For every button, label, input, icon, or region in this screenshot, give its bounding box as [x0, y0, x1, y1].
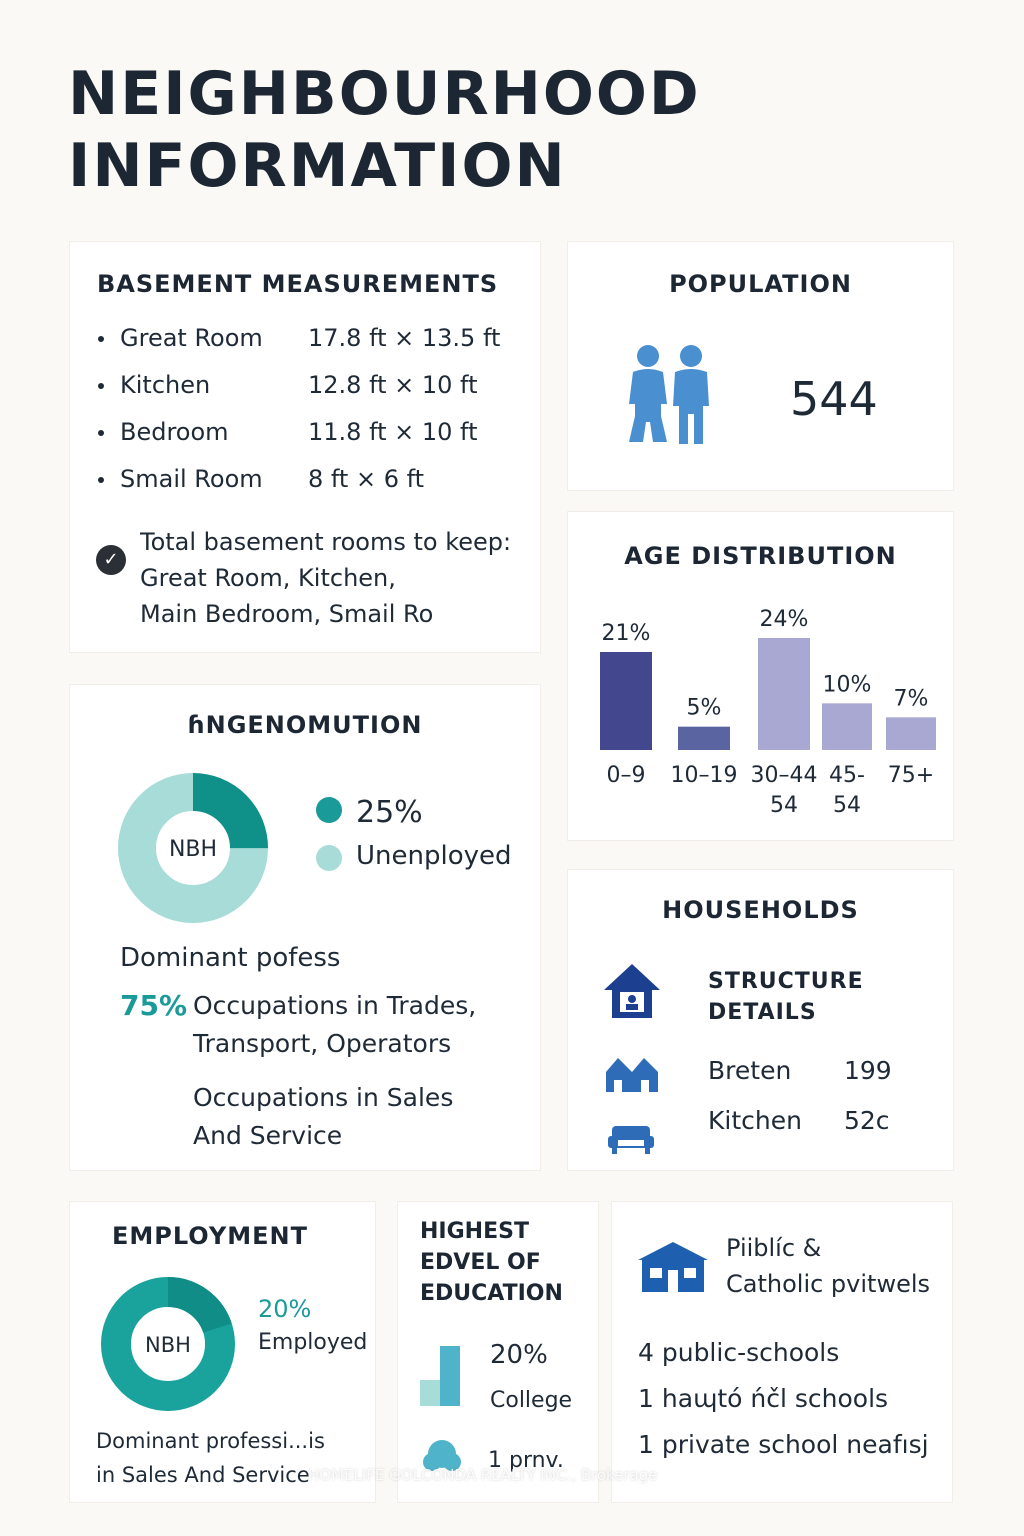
age-category-sublabel: 54	[770, 793, 798, 818]
page-title	[68, 58, 701, 202]
house-icon	[602, 962, 662, 1020]
people-icon	[623, 342, 718, 452]
age-category-label: 45-	[829, 763, 865, 788]
bullet-icon	[98, 430, 104, 436]
education-heading-line: EDUCATION	[420, 1281, 563, 1306]
population-card	[568, 242, 953, 490]
basement-heading: BASEMENT MEASUREMENTS	[97, 270, 499, 298]
employed-pct: 20%	[258, 1295, 312, 1323]
room-size: 11.8 ft × 10 ft	[308, 418, 478, 446]
household-row	[708, 1056, 892, 1085]
unemployed-pct: 25%	[356, 795, 423, 830]
age-bar	[886, 717, 936, 750]
legend-dot-icon	[316, 797, 342, 823]
population-heading: POPULATION	[669, 270, 852, 298]
keep-line: Main Bedroom, Smail Ro	[140, 600, 434, 628]
occupation-pct: 75%	[120, 989, 188, 1022]
occupation-line: And Service	[193, 1121, 343, 1150]
unemployed-label: Unenployed	[356, 841, 512, 871]
school-row: 1 private school neafısj	[638, 1430, 929, 1459]
keep-line: Great Room, Kitchen,	[140, 564, 396, 592]
keep-line: Total basement rooms to keep:	[140, 528, 512, 556]
bullet-icon	[98, 336, 104, 342]
basement-card	[70, 242, 540, 652]
age-chart	[568, 592, 953, 832]
bullet-icon	[98, 383, 104, 389]
schools-heading-line: Piiblíc &	[726, 1234, 822, 1262]
households-card	[568, 870, 953, 1170]
population-value: 544	[790, 372, 878, 426]
room-name: Great Room	[120, 324, 263, 352]
houses-icon	[604, 1056, 660, 1094]
room-name: Smail Room	[120, 465, 263, 493]
page-title-line1: NEIGHBOURHOOD	[68, 59, 701, 129]
neighbourhood-heading: ɦNGENOMUTION	[187, 711, 423, 739]
dominant-label: Dominant pofess	[120, 943, 341, 973]
employment-heading: EMPLOYMENT	[112, 1222, 308, 1250]
room-size: 8 ft × 6 ft	[308, 465, 425, 493]
age-category-label: 30–44	[750, 763, 818, 788]
age-bar	[822, 703, 872, 750]
brokerage-watermark: HOMELIFE GOLCONDA REALTY INC., Brokerage	[308, 1466, 658, 1484]
school-row: 1 haɰtó ńčl schools	[638, 1384, 889, 1413]
rooms-to-keep	[140, 524, 530, 632]
private-label: 1 prnv.	[488, 1448, 564, 1473]
donut-center-label: NBH	[168, 837, 218, 862]
age-bar-value-label: 24%	[759, 607, 809, 632]
household-value: 199	[844, 1056, 892, 1085]
schools-heading	[726, 1230, 930, 1302]
education-heading-line: HIGHEST	[420, 1219, 529, 1244]
room-size: 17.8 ft × 13.5 ft	[308, 324, 501, 352]
occupation-group-2	[193, 1079, 453, 1155]
occupation-line: Transport, Operators	[193, 1029, 452, 1058]
age-distribution-card	[568, 512, 953, 840]
donut-center-label: NBH	[145, 1333, 191, 1357]
legend-dot-icon	[316, 845, 342, 871]
age-bar	[758, 638, 810, 750]
household-value: 52c	[844, 1106, 890, 1135]
occupation-line: Occupations in Sales	[193, 1083, 454, 1112]
dominant-line: Dominant professi...is	[96, 1429, 325, 1453]
age-bar	[600, 652, 652, 750]
unemployment-donut	[118, 773, 268, 923]
neighbourhood-card	[70, 685, 540, 1170]
employment-donut	[98, 1274, 238, 1414]
occupation-group-1	[193, 987, 476, 1063]
school-row: 4 public-schools	[638, 1338, 840, 1367]
room-name: Bedroom	[120, 418, 229, 446]
education-heading	[420, 1216, 563, 1309]
age-bar-value-label: 7%	[893, 686, 929, 712]
age-bar	[678, 727, 730, 750]
age-bar-value-label: 5%	[686, 695, 722, 721]
age-category-sublabel: 54	[833, 793, 861, 818]
age-bar-value-label: 10%	[822, 672, 872, 698]
age-category-label: 0–9	[606, 763, 646, 788]
bar-chart-icon	[420, 1346, 464, 1408]
education-card	[398, 1202, 598, 1502]
checkmark-icon: ✓	[96, 545, 126, 575]
room-name: Kitchen	[120, 371, 211, 399]
schools-heading-line: Catholic pvitwels	[726, 1270, 931, 1298]
structure-line: DETAILS	[708, 1000, 817, 1025]
structure-line: STRUCTURE	[708, 969, 864, 994]
college-pct: 20%	[490, 1340, 548, 1370]
schools-card	[612, 1202, 952, 1502]
age-category-label: 75+	[887, 763, 935, 788]
structure-details-heading	[708, 966, 864, 1028]
household-label: Kitchen	[708, 1106, 802, 1135]
employment-card	[70, 1202, 375, 1502]
education-heading-line: EDVEL OF	[420, 1250, 541, 1275]
household-row	[708, 1106, 890, 1135]
age-bar-value-label: 21%	[601, 621, 651, 646]
school-icon	[636, 1240, 710, 1294]
dominant-line: in Sales And Service	[96, 1463, 310, 1487]
households-heading: HOUSEHOLDS	[662, 896, 859, 924]
occupation-line: Occupations in Trades,	[193, 991, 477, 1020]
sofa-icon	[606, 1122, 656, 1156]
age-chart-title: AGE DISTRIBUTION	[624, 542, 897, 570]
employed-label: Employed	[258, 1330, 368, 1355]
page-title-line2: INFORMATION	[68, 131, 567, 201]
college-label: College	[490, 1388, 573, 1413]
age-category-label: 10–19	[670, 763, 738, 788]
room-size: 12.8 ft × 10 ft	[308, 371, 478, 399]
bullet-icon	[98, 477, 104, 483]
household-label: Breten	[708, 1056, 792, 1085]
